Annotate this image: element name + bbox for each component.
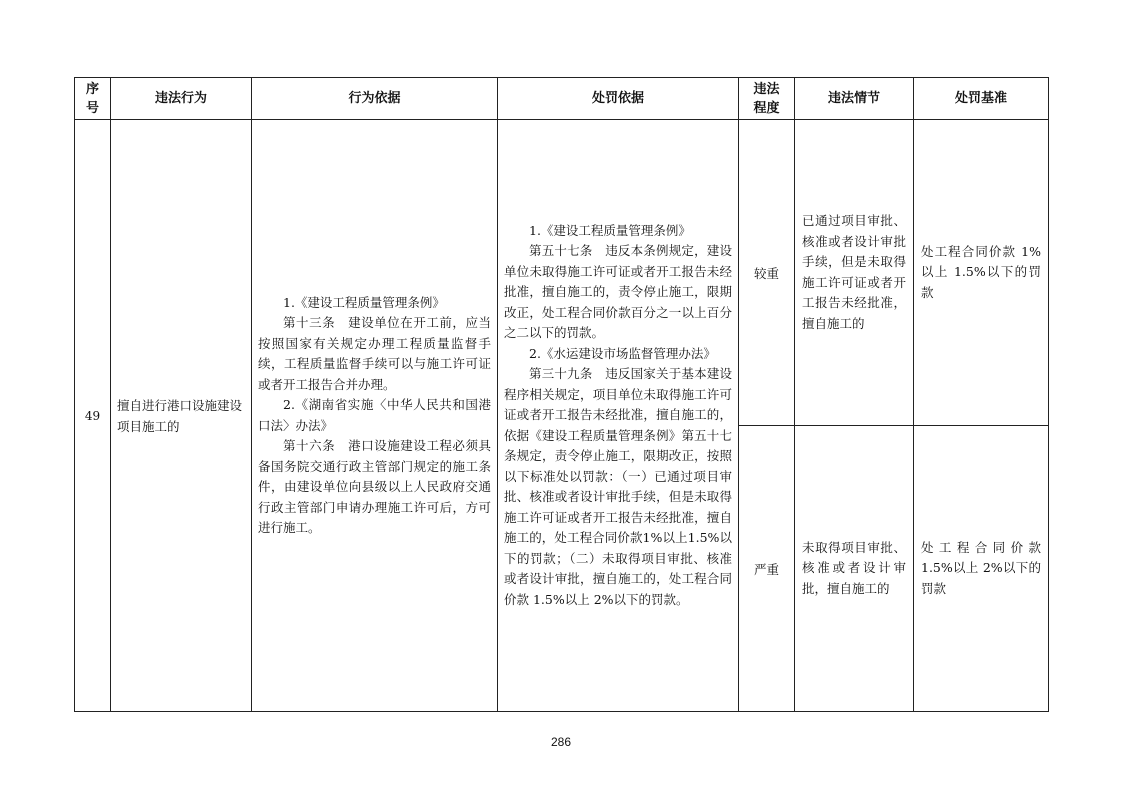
basis-law-1: 1.《建设工程质量管理条例》	[283, 294, 445, 310]
table-row	[75, 120, 1049, 426]
header-seq: 序号	[75, 78, 111, 120]
header-degree: 违法程度	[739, 78, 795, 120]
row-violation: 擅自进行港口设施建设项目施工的	[111, 120, 252, 712]
header-penalty-basis: 处罚依据	[498, 78, 739, 120]
circumstance-severe: 未取得项目审批、核准或者设计审批，擅自施工的	[795, 426, 914, 712]
header-circumstance: 违法情节	[795, 78, 914, 120]
basis-article-2: 第十六条 港口设施建设工程必须具备国务院交通行政主管部门规定的施工条件，由建设单位向县级以上人民政府交通行政主管部门申请办理施工许可后，方可进行施工。	[258, 438, 491, 535]
degree-severe: 严重	[739, 426, 795, 712]
penalty-article-2: 第三十九条 违反国家关于基本建设程序相关规定，项目单位未取得施工许可证或者开工报告未经批准，擅自施工的，依据《建设工程质量管理条例》第五十七条规定，责令停止施工，限期改正，按照以下标准处以罚款：（一）已通过项目审批、核准或者设计审批手续，但是未取得施工许可证或者开工报告未经批准，擅自施工的，处工程合同价款1%以上1.5%以下的罚款；（二）未取得项目审批、核准或者设计审批，擅自施工的，处工程合同价款 1.5%以上 2%以下的罚款。	[504, 366, 732, 607]
standard-severe: 处工程合同价款 1.5%以上 2%以下的罚款	[914, 426, 1049, 712]
penalty-article-1: 第五十七条 违反本条例规定，建设单位未取得施工许可证或者开工报告未经批准，擅自施工的，责令停止施工，限期改正，处工程合同价款百分之一以上百分之二以下的罚款。	[504, 243, 732, 341]
basis-article-1: 第十三条 建设单位在开工前，应当按照国家有关规定办理工程质量监督手续，工程质量监督手续可以与施工许可证或者开工报告合并办理。	[258, 315, 491, 392]
header-standard: 处罚基准	[914, 78, 1049, 120]
standard-serious: 处工程合同价款 1%以上 1.5%以下的罚款	[914, 120, 1049, 426]
header-row	[75, 78, 1049, 120]
row-basis	[252, 120, 498, 712]
row-penalty-basis	[498, 120, 739, 712]
penalty-law-1: 1.《建设工程质量管理条例》	[529, 222, 691, 238]
penalty-law-2: 2.《水运建设市场监督管理办法》	[529, 345, 716, 361]
row-seq: 49	[75, 120, 111, 712]
header-violation: 违法行为	[111, 78, 252, 120]
basis-law-2: 2.《湖南省实施〈中华人民共和国港口法〉办法》	[258, 397, 491, 433]
page-number: 286	[550, 735, 572, 749]
circumstance-serious: 已通过项目审批、核准或者设计审批手续，但是未取得施工许可证或者开工报告未经批准，擅自施工的	[795, 120, 914, 426]
penalty-table	[74, 77, 1049, 712]
header-basis: 行为依据	[252, 78, 498, 120]
degree-serious: 较重	[739, 120, 795, 426]
